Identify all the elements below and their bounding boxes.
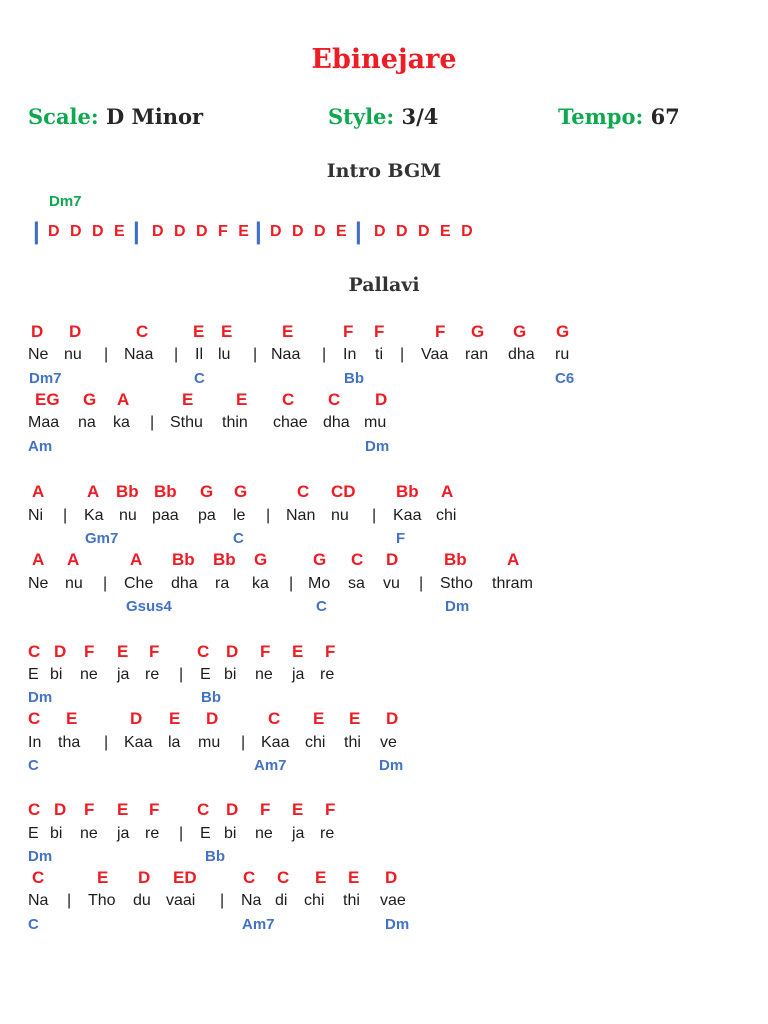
lyric-syllable: In xyxy=(28,734,42,751)
chord: Dm xyxy=(28,848,53,865)
lyric-syllable: | xyxy=(220,892,225,909)
note: G xyxy=(234,482,248,501)
lyric-syllable: ne xyxy=(255,825,273,842)
lyric-syllable: dha xyxy=(323,414,350,431)
note: E xyxy=(313,709,325,728)
note: ED xyxy=(173,868,197,887)
lyric-syllable: | xyxy=(400,346,405,363)
note: C xyxy=(328,390,341,409)
note: D xyxy=(206,709,219,728)
chord-row xyxy=(0,369,768,389)
bgm-measure: D D D F E xyxy=(152,223,252,240)
note: E xyxy=(236,390,248,409)
chord: C xyxy=(28,916,39,933)
note: C xyxy=(28,642,41,661)
note: G xyxy=(313,550,327,569)
lyric-syllable: Kaa xyxy=(261,734,290,751)
note: C xyxy=(297,482,310,501)
chord: Bb xyxy=(344,370,364,387)
chord-row xyxy=(0,529,768,549)
note: Bb xyxy=(172,550,195,569)
note: D xyxy=(54,642,67,661)
note: E xyxy=(349,709,361,728)
lyric-syllable: chi xyxy=(304,892,325,909)
note: G xyxy=(471,322,485,341)
lyric-syllable: | xyxy=(63,507,68,524)
lyric-syllable: sa xyxy=(348,575,365,592)
note: F xyxy=(374,322,385,341)
note: G xyxy=(83,390,97,409)
note: C xyxy=(28,800,41,819)
lyric-syllable: E xyxy=(200,825,211,842)
chord: Bb xyxy=(201,689,221,706)
lyric-syllable: bi xyxy=(50,825,63,842)
note-row xyxy=(0,868,768,888)
lyric-syllable: ru xyxy=(555,346,570,363)
note: D xyxy=(226,800,239,819)
lyric-syllable: Tho xyxy=(88,892,116,909)
lyric-syllable: Vaa xyxy=(421,346,449,363)
lyric-syllable: | xyxy=(104,346,109,363)
note: A xyxy=(32,550,45,569)
note: CD xyxy=(331,482,356,501)
lyric-syllable: E xyxy=(28,666,39,683)
lyric-syllable: paa xyxy=(152,507,179,524)
intro-chord: Dm7 xyxy=(49,193,82,210)
lyric-syllable: | xyxy=(103,575,108,592)
scale-label: Scale: xyxy=(28,104,99,129)
lyric-syllable: E xyxy=(28,825,39,842)
lyric-syllable: Naa xyxy=(124,346,154,363)
note: Bb xyxy=(444,550,467,569)
note-row xyxy=(0,550,768,570)
style-value: 3/4 xyxy=(401,104,439,129)
lyric-syllable: bi xyxy=(224,666,237,683)
note: A xyxy=(117,390,130,409)
chord: Dm xyxy=(379,757,404,774)
note: A xyxy=(32,482,45,501)
lyric-syllable: na xyxy=(78,414,96,431)
note: D xyxy=(226,642,239,661)
lyric-syllable: dha xyxy=(508,346,535,363)
lyric-syllable: ja xyxy=(292,666,305,683)
note: G xyxy=(200,482,214,501)
note: A xyxy=(130,550,143,569)
pallavi-heading: Pallavi xyxy=(348,274,420,296)
lyric-syllable: | xyxy=(174,346,179,363)
lyric-syllable: Stho xyxy=(440,575,473,592)
note-row xyxy=(0,709,768,729)
style-label: Style: xyxy=(328,104,395,129)
chord-row xyxy=(0,915,768,935)
song-title: Ebinejare xyxy=(311,44,457,75)
note: C xyxy=(277,868,290,887)
note: E xyxy=(221,322,233,341)
note: A xyxy=(507,550,520,569)
note: C xyxy=(197,800,210,819)
note: F xyxy=(260,642,271,661)
note: E xyxy=(292,800,304,819)
note: F xyxy=(325,642,336,661)
note: F xyxy=(149,800,160,819)
lyric-syllable: chae xyxy=(273,414,308,431)
note: D xyxy=(385,868,398,887)
note-row xyxy=(0,482,768,502)
scale-value: D Minor xyxy=(105,104,204,129)
note: C xyxy=(282,390,295,409)
lyric-syllable: chi xyxy=(305,734,326,751)
lyric-row xyxy=(0,345,768,365)
bgm-measure: D D D E D xyxy=(374,223,476,240)
note: C xyxy=(28,709,41,728)
lyric-syllable: ne xyxy=(80,825,98,842)
note: D xyxy=(31,322,44,341)
lyric-syllable: bi xyxy=(50,666,63,683)
chord: C xyxy=(233,530,244,547)
lyric-row xyxy=(0,506,768,526)
lyric-row xyxy=(0,824,768,844)
lyric-syllable: ti xyxy=(375,346,383,363)
note: C xyxy=(197,642,210,661)
intro-heading: Intro BGM xyxy=(326,160,442,182)
note: A xyxy=(67,550,80,569)
lyric-syllable: ne xyxy=(80,666,98,683)
lyric-syllable: vu xyxy=(383,575,400,592)
lyric-syllable: | xyxy=(179,825,184,842)
lyric-syllable: re xyxy=(320,825,335,842)
lyric-syllable: Ne xyxy=(28,346,49,363)
note: E xyxy=(282,322,294,341)
note: F xyxy=(84,642,95,661)
note: Bb xyxy=(213,550,236,569)
note: E xyxy=(348,868,360,887)
lyric-syllable: ran xyxy=(465,346,489,363)
lyric-syllable: | xyxy=(179,666,184,683)
note: C xyxy=(136,322,149,341)
lyric-syllable: mu xyxy=(364,414,387,431)
lyric-syllable: | xyxy=(419,575,424,592)
lyric-syllable: du xyxy=(133,892,151,909)
chord: Bb xyxy=(205,848,225,865)
lyric-row xyxy=(0,665,768,685)
note: C xyxy=(351,550,364,569)
bar-line: | xyxy=(133,218,140,245)
bar-line: | xyxy=(33,218,40,245)
lyric-row xyxy=(0,891,768,911)
lyric-syllable: nu xyxy=(64,346,82,363)
lyric-syllable: Kaa xyxy=(393,507,422,524)
tempo-info xyxy=(558,104,680,129)
chord: Am7 xyxy=(242,916,275,933)
note: D xyxy=(375,390,388,409)
lyric-syllable: | xyxy=(266,507,271,524)
lyric-syllable: | xyxy=(104,734,109,751)
bar-line: | xyxy=(255,218,262,245)
lyric-syllable: thi xyxy=(344,734,361,751)
note-row xyxy=(0,322,768,342)
chord: C xyxy=(194,370,205,387)
lyric-syllable: thin xyxy=(222,414,248,431)
bar-line: | xyxy=(355,218,362,245)
lyric-syllable: Na xyxy=(28,892,49,909)
lyric-syllable: le xyxy=(233,507,246,524)
chord-row xyxy=(0,688,768,708)
chord: Dm xyxy=(445,598,470,615)
note: E xyxy=(169,709,181,728)
chord: Am7 xyxy=(254,757,287,774)
chord-row xyxy=(0,437,768,457)
lyric-syllable: ja xyxy=(292,825,305,842)
note: Bb xyxy=(396,482,419,501)
lyric-syllable: | xyxy=(253,346,258,363)
lyric-syllable: Ne xyxy=(28,575,49,592)
lyric-syllable: la xyxy=(168,734,181,751)
note: C xyxy=(268,709,281,728)
tempo-value: 67 xyxy=(650,104,680,129)
note: EG xyxy=(35,390,60,409)
lyric-syllable: ne xyxy=(255,666,273,683)
note-row xyxy=(0,642,768,662)
lyric-syllable: ja xyxy=(117,666,130,683)
note-row xyxy=(0,390,768,410)
lyric-row xyxy=(0,413,768,433)
note: F xyxy=(343,322,354,341)
lyric-syllable: Maa xyxy=(28,414,60,431)
lyric-syllable: thi xyxy=(343,892,360,909)
note: A xyxy=(87,482,100,501)
lyric-syllable: | xyxy=(67,892,72,909)
note: E xyxy=(66,709,78,728)
tempo-label: Tempo: xyxy=(558,104,644,129)
chord: Dm7 xyxy=(29,370,62,387)
note: E xyxy=(117,800,129,819)
note: F xyxy=(435,322,446,341)
lyric-syllable: nu xyxy=(331,507,349,524)
note: F xyxy=(84,800,95,819)
lyric-syllable: thram xyxy=(492,575,533,592)
note: A xyxy=(441,482,454,501)
lyric-syllable: Che xyxy=(124,575,154,592)
chord-row xyxy=(0,597,768,617)
note: D xyxy=(386,550,399,569)
chord: C6 xyxy=(555,370,575,387)
chord: Dm xyxy=(28,689,53,706)
note: D xyxy=(130,709,143,728)
chord: C xyxy=(28,757,39,774)
lyric-syllable: nu xyxy=(65,575,83,592)
note: E xyxy=(292,642,304,661)
note: C xyxy=(243,868,256,887)
lyric-syllable: Naa xyxy=(271,346,301,363)
chord: Dm xyxy=(365,438,390,455)
chord: C xyxy=(316,598,327,615)
lyric-syllable: chi xyxy=(436,507,457,524)
lyric-syllable: Na xyxy=(241,892,262,909)
note: Bb xyxy=(116,482,139,501)
lyric-syllable: lu xyxy=(218,346,231,363)
lyric-syllable: vae xyxy=(380,892,406,909)
note: E xyxy=(97,868,109,887)
note: Bb xyxy=(154,482,177,501)
scale-info xyxy=(28,104,203,129)
lyric-syllable: bi xyxy=(224,825,237,842)
style-info xyxy=(328,104,438,129)
chord-row xyxy=(0,756,768,776)
lyric-syllable: ja xyxy=(117,825,130,842)
lyric-syllable: Ni xyxy=(28,507,44,524)
note-row xyxy=(0,800,768,820)
lyric-syllable: | xyxy=(372,507,377,524)
lyric-syllable: | xyxy=(322,346,327,363)
lyric-syllable: re xyxy=(145,666,160,683)
lyric-syllable: ka xyxy=(252,575,269,592)
lyric-syllable: Mo xyxy=(308,575,331,592)
note: D xyxy=(54,800,67,819)
note: D xyxy=(386,709,399,728)
chord: Gsus4 xyxy=(126,598,172,615)
lyric-syllable: Ka xyxy=(84,507,104,524)
note: G xyxy=(513,322,527,341)
note: F xyxy=(149,642,160,661)
note: F xyxy=(260,800,271,819)
lyric-syllable: Kaa xyxy=(124,734,153,751)
lyric-syllable: di xyxy=(275,892,288,909)
bgm-measure: D D D E xyxy=(270,223,350,240)
note: G xyxy=(556,322,570,341)
note: D xyxy=(69,322,82,341)
lyric-syllable: Sthu xyxy=(170,414,203,431)
lyric-syllable: re xyxy=(320,666,335,683)
lyric-syllable: re xyxy=(145,825,160,842)
note: C xyxy=(32,868,45,887)
lyric-row xyxy=(0,574,768,594)
chord: F xyxy=(396,530,406,547)
bgm-measure: D D D E xyxy=(48,223,128,240)
note: E xyxy=(182,390,194,409)
lyric-syllable: ka xyxy=(113,414,130,431)
lyric-syllable: ra xyxy=(215,575,230,592)
chord: Dm xyxy=(385,916,410,933)
lyric-syllable: | xyxy=(241,734,246,751)
lyric-syllable: | xyxy=(289,575,294,592)
chord: Gm7 xyxy=(85,530,119,547)
lyric-syllable: pa xyxy=(198,507,216,524)
lyric-syllable: mu xyxy=(198,734,221,751)
note: E xyxy=(193,322,205,341)
lyric-syllable: Nan xyxy=(286,507,316,524)
note: F xyxy=(325,800,336,819)
chord-row xyxy=(0,847,768,867)
chord: Am xyxy=(28,438,53,455)
lyric-syllable: In xyxy=(343,346,357,363)
lyric-syllable: Il xyxy=(195,346,203,363)
lyric-syllable: | xyxy=(150,414,155,431)
note: D xyxy=(138,868,151,887)
note: G xyxy=(254,550,268,569)
lyric-syllable: vaai xyxy=(166,892,196,909)
lyric-syllable: tha xyxy=(58,734,81,751)
lyric-syllable: dha xyxy=(171,575,198,592)
lyric-row xyxy=(0,733,768,753)
lyric-syllable: nu xyxy=(119,507,137,524)
lyric-syllable: E xyxy=(200,666,211,683)
lyric-syllable: ve xyxy=(380,734,397,751)
note: E xyxy=(315,868,327,887)
note: E xyxy=(117,642,129,661)
